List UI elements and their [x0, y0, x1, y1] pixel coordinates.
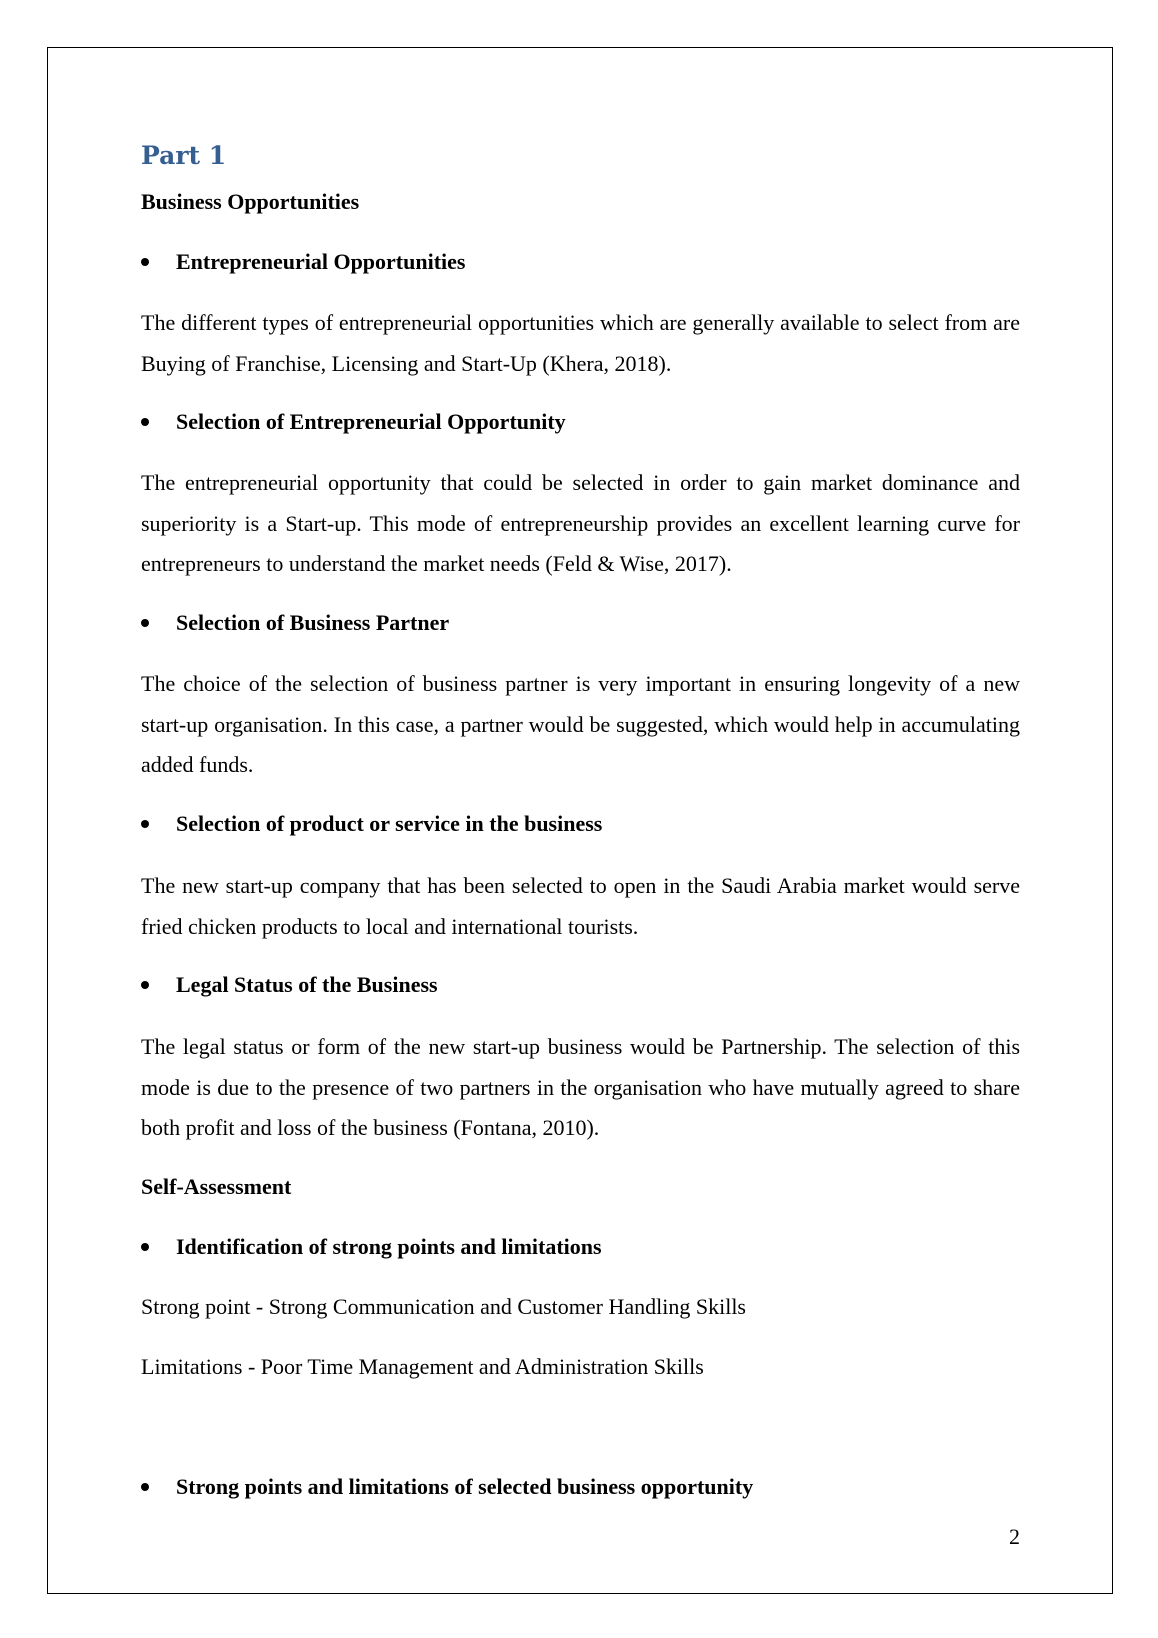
bullet-label: Legal Status of the Business [176, 972, 438, 997]
bullet-dot-icon [141, 1483, 149, 1491]
bullet-dot-icon [141, 418, 149, 426]
bullet-dot-icon [141, 981, 149, 989]
paragraph-business-partner: The choice of the selection of business partner is very important in ensuring longevity of a new start-up organisation. In this case, a partner would be suggested, which would help in accumulating added funds. [141, 671, 1020, 777]
strong-point-text: Strong point - Strong Communication and Customer Handling Skills [141, 1294, 746, 1319]
bullet-selection-of-product-or-service [141, 810, 602, 838]
bullet-strong-points-of-selected-opportunity [141, 1473, 753, 1501]
bullet-label: Strong points and limitations of selected business opportunity [176, 1474, 754, 1499]
bullet-identification-of-strong-points [141, 1233, 602, 1261]
bullet-label: Entrepreneurial Opportunities [176, 249, 466, 274]
paragraph-product-or-service: The new start-up company that has been selected to open in the Saudi Arabia market would serve fried chicken products to local and international tourists. [141, 873, 1020, 939]
bullet-label: Identification of strong points and limitations [176, 1234, 602, 1259]
bullet-dot-icon [141, 820, 149, 828]
bullet-label: Selection of Business Partner [176, 610, 450, 635]
limitations-text: Limitations - Poor Time Management and Administration Skills [141, 1354, 704, 1379]
bullet-label: Selection of Entrepreneurial Opportunity [176, 409, 566, 434]
paragraph-legal-status: The legal status or form of the new start-up business would be Partnership. The selection of this mode is due to the presence of two partners in the organisation who have mutually agreed to share both profit and loss of the business (Fontana, 2010). [141, 1034, 1020, 1140]
bullet-label: Selection of product or service in the business [176, 811, 603, 836]
bullet-selection-of-entrepreneurial-opportunity [141, 408, 566, 436]
bullet-selection-of-business-partner [141, 609, 449, 637]
bullet-dot-icon [141, 1243, 149, 1251]
bullet-dot-icon [141, 619, 149, 627]
paragraph-entrepreneurial-opportunity-selection: The entrepreneurial opportunity that could be selected in order to gain market dominance and superiority is a Start-up. This mode of entrepreneurship provides an excellent learning curve for entrepreneurs to understand the market needs (Feld & Wise, 2017). [141, 470, 1020, 576]
page-number: 2 [1009, 1524, 1020, 1549]
bullet-dot-icon [141, 258, 149, 266]
bullet-entrepreneurial-opportunities [141, 248, 465, 276]
section-heading-self-assessment: Self-Assessment [141, 1174, 292, 1199]
bullet-legal-status [141, 971, 438, 999]
paragraph-entrepreneurial-opportunities: The different types of entrepreneurial opportunities which are generally available to select from are Buying of Franchise, Licensing and Start-Up (Khera, 2018). [141, 310, 1020, 376]
part-title: Part 1 [141, 141, 227, 170]
section-heading-business-opportunities: Business Opportunities [141, 189, 360, 214]
